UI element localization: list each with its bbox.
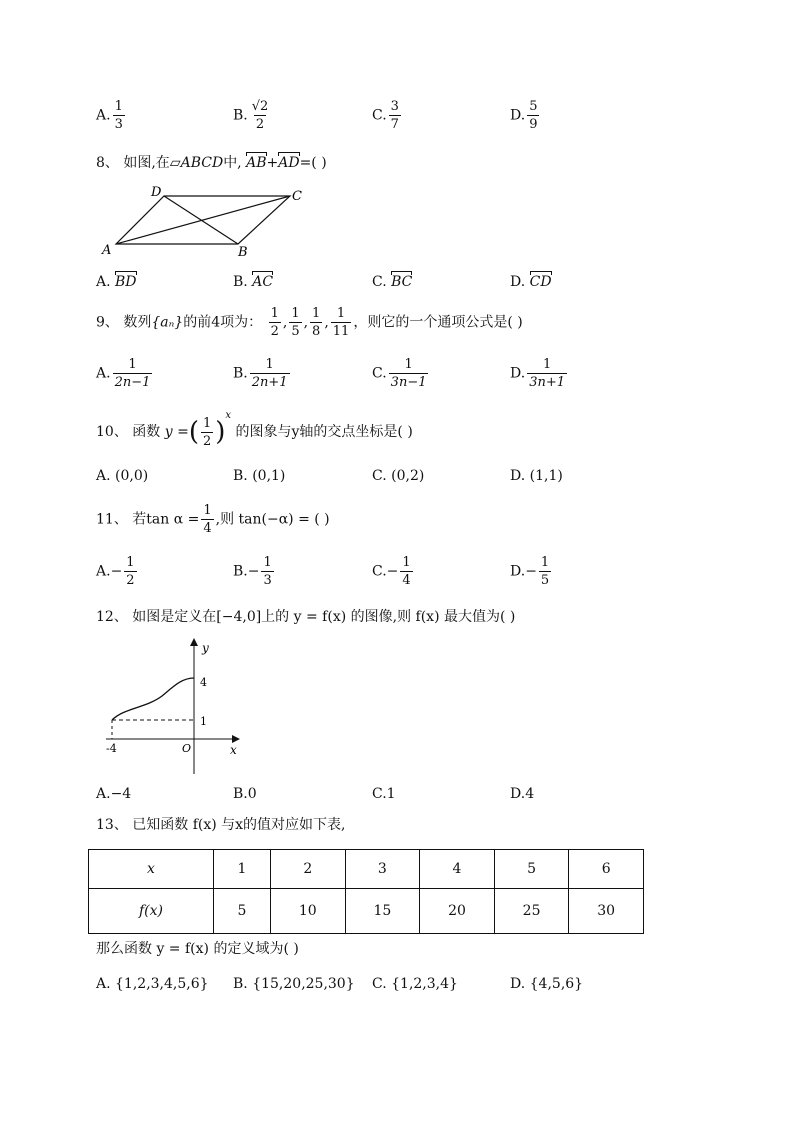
- q8-option-a: A. BD: [96, 274, 137, 290]
- q12-option-d: D.4: [510, 786, 535, 802]
- q13-option-d: D. {4,5,6}: [510, 976, 584, 992]
- q9-option-c: C. $\frac{1}{3n-1}$: [372, 357, 427, 390]
- table-row: x 1 2 3 4 5 6: [89, 850, 644, 889]
- q13-option-c: C. {1,2,3,4}: [372, 976, 458, 992]
- q8-stem: 8、 如图,在▱ABCD中, AB+AD=( ): [96, 155, 327, 171]
- q9-option-a: A. $\frac{1}{2n-1}$: [96, 357, 151, 390]
- q7-option-a: A. $\frac{1}{3}$: [96, 99, 123, 132]
- q13-option-b: B. {15,20,25,30}: [233, 976, 355, 992]
- label-d: D: [151, 185, 162, 200]
- q8-option-b: B. AC: [233, 274, 274, 290]
- svg-text:y: y: [202, 641, 209, 655]
- svg-text:-4: -4: [106, 742, 117, 755]
- q7-option-b: B. $\frac{√2}{2}$: [233, 99, 269, 132]
- svg-text:x: x: [230, 743, 237, 757]
- svg-text:1: 1: [200, 715, 207, 728]
- label-c: C: [292, 189, 302, 204]
- q11-stem: 11、 若tan α = $\frac{1}{4}$ ,则 tan(−α) = ( ): [96, 503, 330, 536]
- q10-stem: 10、 函数 y =( $\frac{1}{2}$ )$^x$ 的图象与y轴的交点坐标是( ): [96, 410, 413, 449]
- label-b: B: [238, 245, 248, 260]
- value-table: [88, 849, 644, 934]
- q9-stem: 9、 数列{aₙ}的前4项为： $\frac{1}{2}$ , $\frac{1}{5}$ , $\frac{1}{8}$ , $\frac{1}{11}$ ，则它的一个通项公式是( ): [96, 306, 523, 339]
- q8-option-d: D. CD: [510, 274, 552, 290]
- q8-option-c: C. BC: [372, 274, 413, 290]
- q9-option-b: B. $\frac{1}{2n+1}$: [233, 357, 288, 390]
- q13-stem: 13、 已知函数 f(x) 与x的值对应如下表,: [96, 817, 346, 833]
- q10-option-d: D. (1,1): [510, 468, 563, 484]
- q7-option-d: D. $\frac{5}{9}$: [510, 99, 538, 132]
- svg-text:O: O: [182, 742, 192, 755]
- q7-option-c: C. $\frac{3}{7}$: [372, 99, 399, 132]
- label-a: A: [102, 243, 112, 258]
- q11-option-c: C.− $\frac{1}{4}$: [372, 555, 411, 588]
- q12-option-c: C.1: [372, 786, 396, 802]
- svg-text:4: 4: [200, 676, 207, 689]
- table-row: f(x) 5 10 15 20 25 30: [89, 889, 644, 934]
- q10-option-c: C. (0,2): [372, 468, 425, 484]
- q10-option-a: A. (0,0): [96, 468, 149, 484]
- q12-option-a: A.−4: [96, 786, 132, 802]
- q11-option-b: B.− $\frac{1}{3}$: [233, 555, 272, 588]
- q13-option-a: A. {1,2,3,4,5,6}: [96, 976, 209, 992]
- q10-option-b: B. (0,1): [233, 468, 286, 484]
- q9-option-d: D. $\frac{1}{3n+1}$: [510, 357, 565, 390]
- q13-question: 那么函数 y = f(x) 的定义域为( ): [96, 941, 299, 957]
- parallelogram-figure: [96, 180, 316, 260]
- q12-stem: 12、 如图是定义在[−4,0]上的 y = f(x) 的图像,则 f(x) 最大值为( ): [96, 609, 516, 625]
- q11-option-d: D.− $\frac{1}{5}$: [510, 555, 550, 588]
- q11-option-a: A.− $\frac{1}{2}$: [96, 555, 135, 588]
- function-graph: [96, 636, 256, 778]
- q12-option-b: B.0: [233, 786, 257, 802]
